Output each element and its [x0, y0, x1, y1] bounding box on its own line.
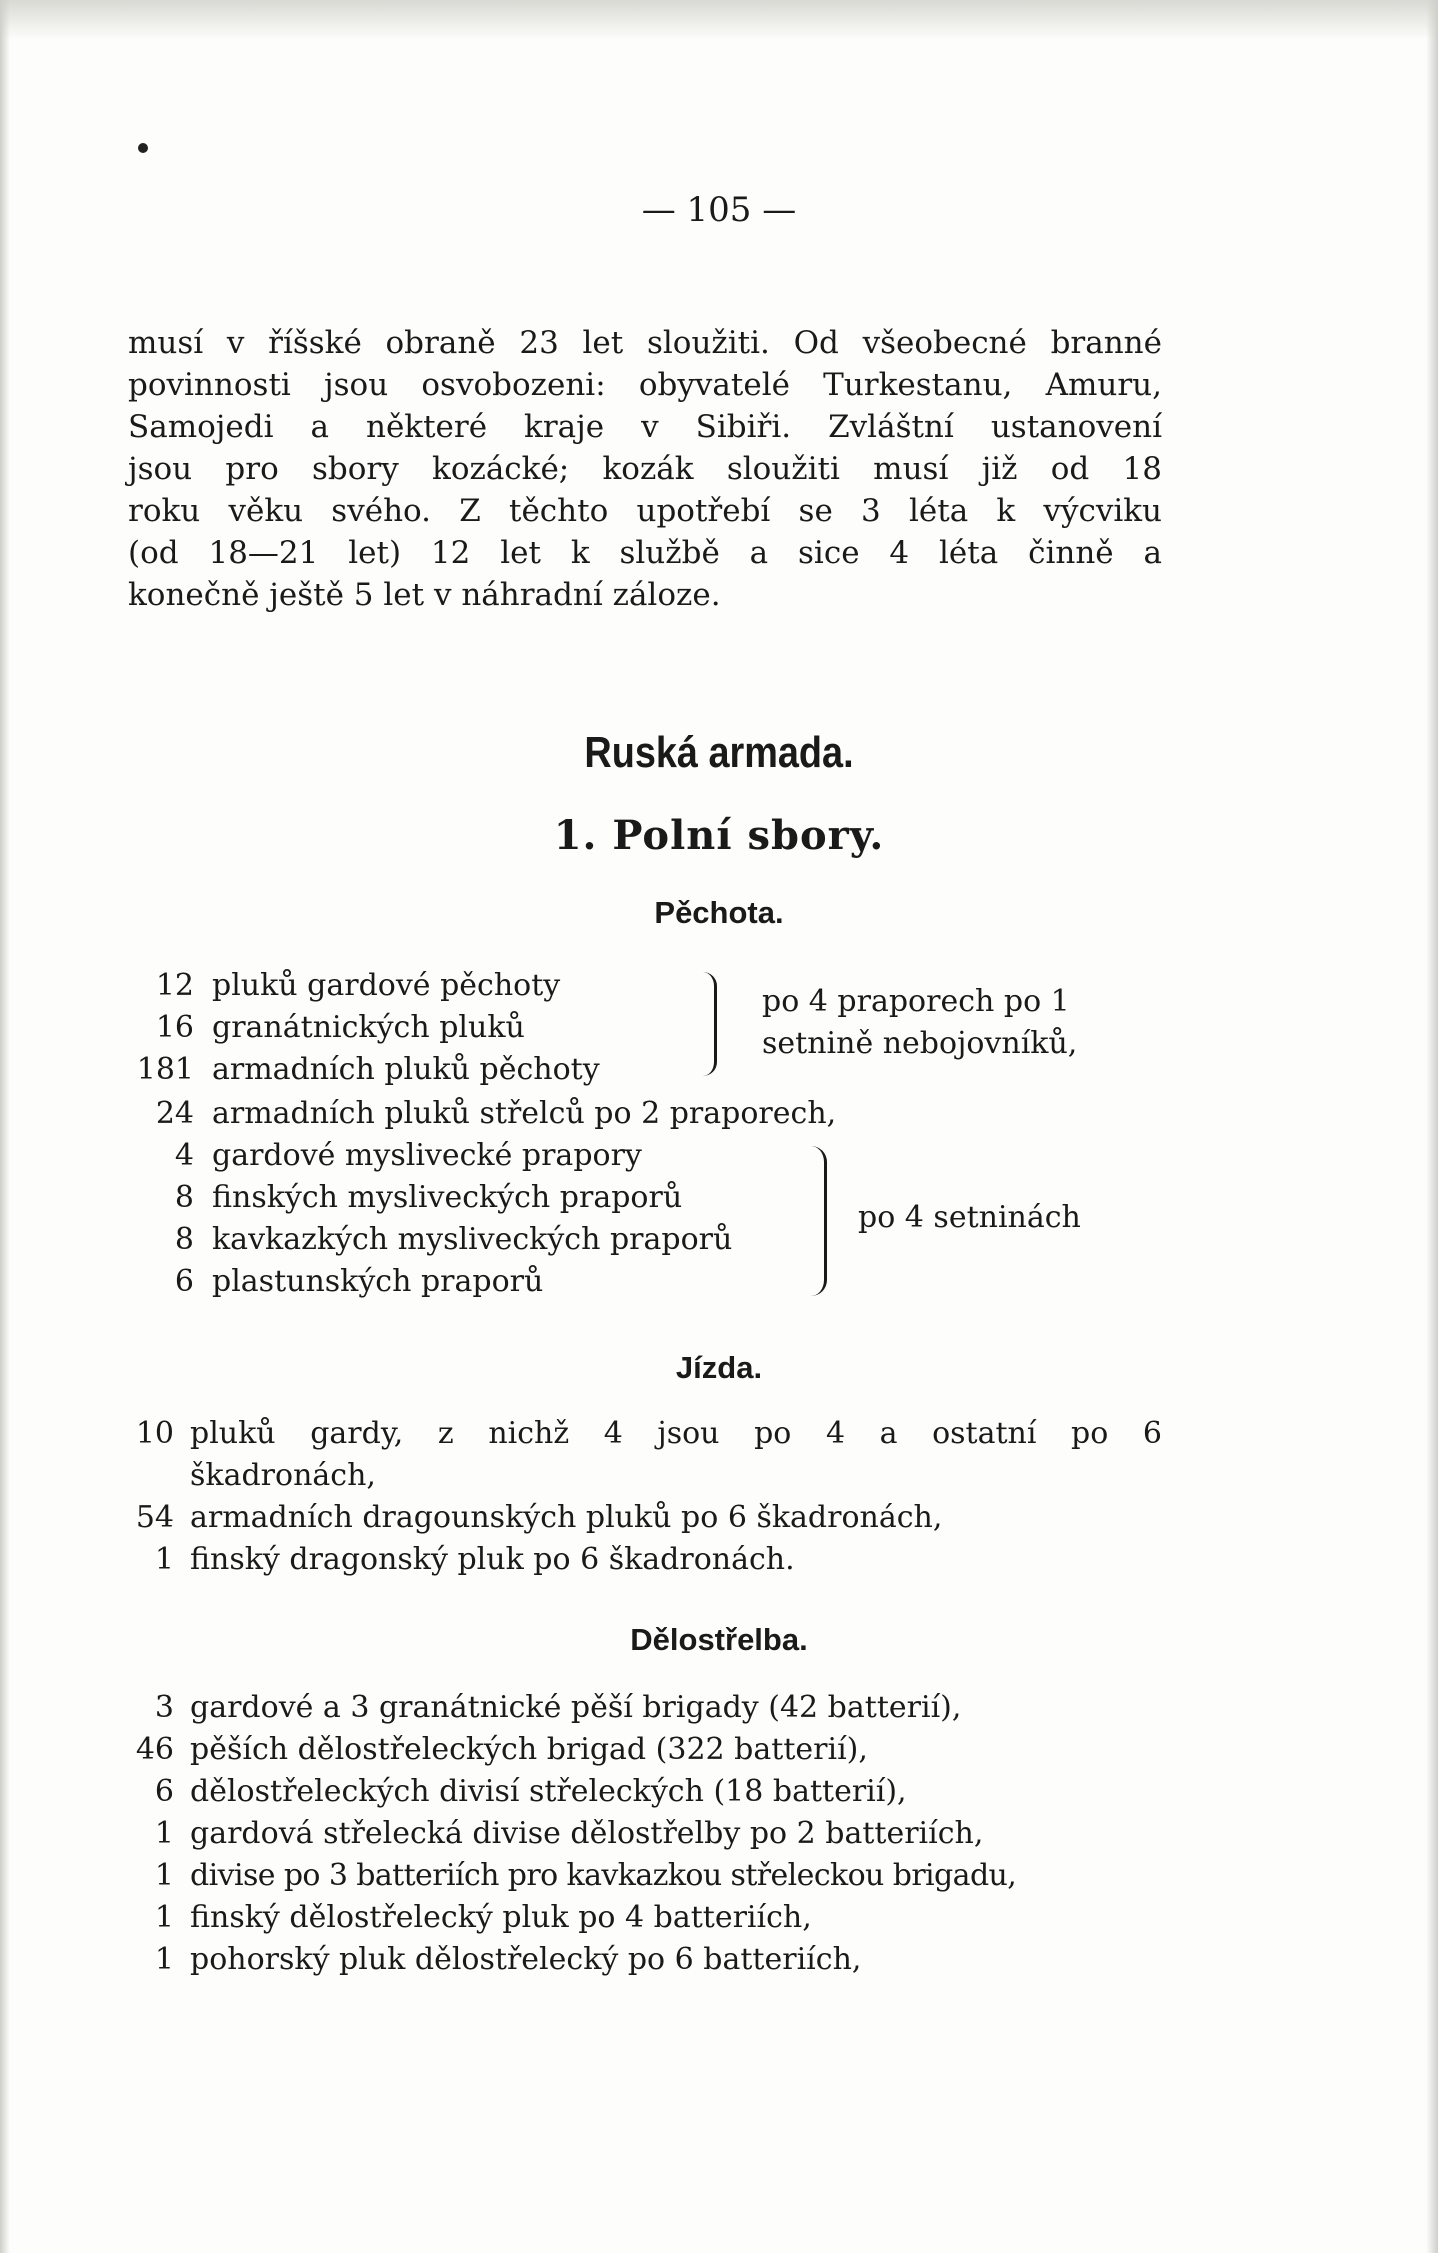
list-item: pěších dělostřeleckých brigad (322 batterií), — [190, 1732, 868, 1767]
list-number: 1 — [154, 1542, 174, 1577]
list-item: pluků gardové pěchoty — [212, 968, 561, 1003]
page-number: — 105 — — [641, 190, 797, 230]
heading-jizda: Jízda. — [675, 1350, 763, 1385]
list-item: armadních pluků střelců po 2 praporech, — [212, 1096, 837, 1131]
intro-line: povinnosti jsou osvobozeni: obyvatelé Turkestanu, Amuru, — [128, 367, 1162, 403]
brace-note: po 4 setninách — [858, 1200, 1081, 1235]
scan-edge-right — [1426, 0, 1438, 2253]
heading-delostrelba: Dělostřelba. — [630, 1622, 808, 1657]
list-item: finských mysliveckých praporů — [212, 1180, 683, 1215]
heading-pechota: Pěchota. — [654, 895, 784, 930]
list-item: divise po 3 batteriích pro kavkazkou střeleckou brigadu, — [190, 1858, 1017, 1893]
list-number: 1 — [154, 1900, 174, 1935]
list-item: plastunských praporů — [212, 1264, 544, 1299]
list-number: 16 — [155, 1010, 194, 1045]
list-item: pluků gardy, z nichž 4 jsou po 4 a ostatní po 6 — [190, 1416, 1162, 1451]
list-number: 6 — [174, 1264, 194, 1299]
list-item-continuation: škadronách, — [190, 1458, 376, 1493]
list-item: gardové myslivecké prapory — [212, 1138, 642, 1173]
intro-paragraph — [128, 322, 1162, 616]
intro-line: (od 18—21 let) 12 let k službě a sice 4 léta činně a — [128, 535, 1162, 571]
list-item: gardové a 3 granátnické pěší brigady (42 batterií), — [190, 1690, 962, 1725]
intro-line: Samojedi a některé kraje v Sibiři. Zvláštní ustanovení — [128, 409, 1162, 445]
list-item: kavkazkých mysliveckých praporů — [212, 1222, 733, 1257]
list-number: 46 — [135, 1732, 174, 1767]
list-item: granátnických pluků — [212, 1010, 525, 1045]
heading-main: Ruská armada. — [584, 728, 854, 777]
list-number: 12 — [155, 968, 194, 1003]
intro-line: musí v říšské obraně 23 let sloužiti. Od všeobecné branné — [128, 325, 1162, 361]
list-item: finský dragonský pluk po 6 škadronách. — [190, 1542, 795, 1577]
list-number: 24 — [155, 1096, 194, 1131]
scan-edge-left — [0, 0, 10, 2253]
list-number: 10 — [135, 1416, 174, 1451]
grouping-brace — [810, 1146, 827, 1296]
list-item: finský dělostřelecký pluk po 4 batteriích, — [190, 1900, 812, 1935]
list-number: 4 — [174, 1138, 194, 1173]
list-item: armadních pluků pěchoty — [212, 1052, 600, 1087]
brace-note: setnině nebojovníků, — [762, 1026, 1078, 1061]
grouping-brace — [700, 972, 717, 1076]
list-number: 181 — [136, 1052, 194, 1087]
list-item: armadních dragounských pluků po 6 škadronách, — [190, 1500, 943, 1535]
intro-line: konečně ještě 5 let v náhradní záloze. — [128, 577, 721, 613]
list-number: 8 — [174, 1222, 194, 1257]
list-number: 3 — [154, 1690, 174, 1725]
list-number: 8 — [174, 1180, 194, 1215]
list-item: gardová střelecká divise dělostřelby po 2 batteriích, — [190, 1816, 984, 1851]
list-number: 6 — [154, 1774, 174, 1809]
intro-line: jsou pro sbory kozácké; kozák sloužiti musí již od 18 — [128, 451, 1162, 487]
heading-section: 1. Polní sbory. — [553, 812, 885, 859]
list-item: pohorský pluk dělostřelecký po 6 batteriích, — [190, 1942, 862, 1977]
brace-note: po 4 praporech po 1 — [762, 984, 1070, 1019]
scan-edge-top — [0, 0, 1438, 40]
intro-line: roku věku svého. Z těchto upotřebí se 3 léta k výcviku — [128, 493, 1162, 529]
ink-speck — [138, 143, 148, 153]
list-item: dělostřeleckých divisí střeleckých (18 batterií), — [190, 1774, 907, 1809]
list-number: 1 — [154, 1816, 174, 1851]
list-number: 54 — [135, 1500, 174, 1535]
list-number: 1 — [154, 1858, 174, 1893]
list-number: 1 — [154, 1942, 174, 1977]
